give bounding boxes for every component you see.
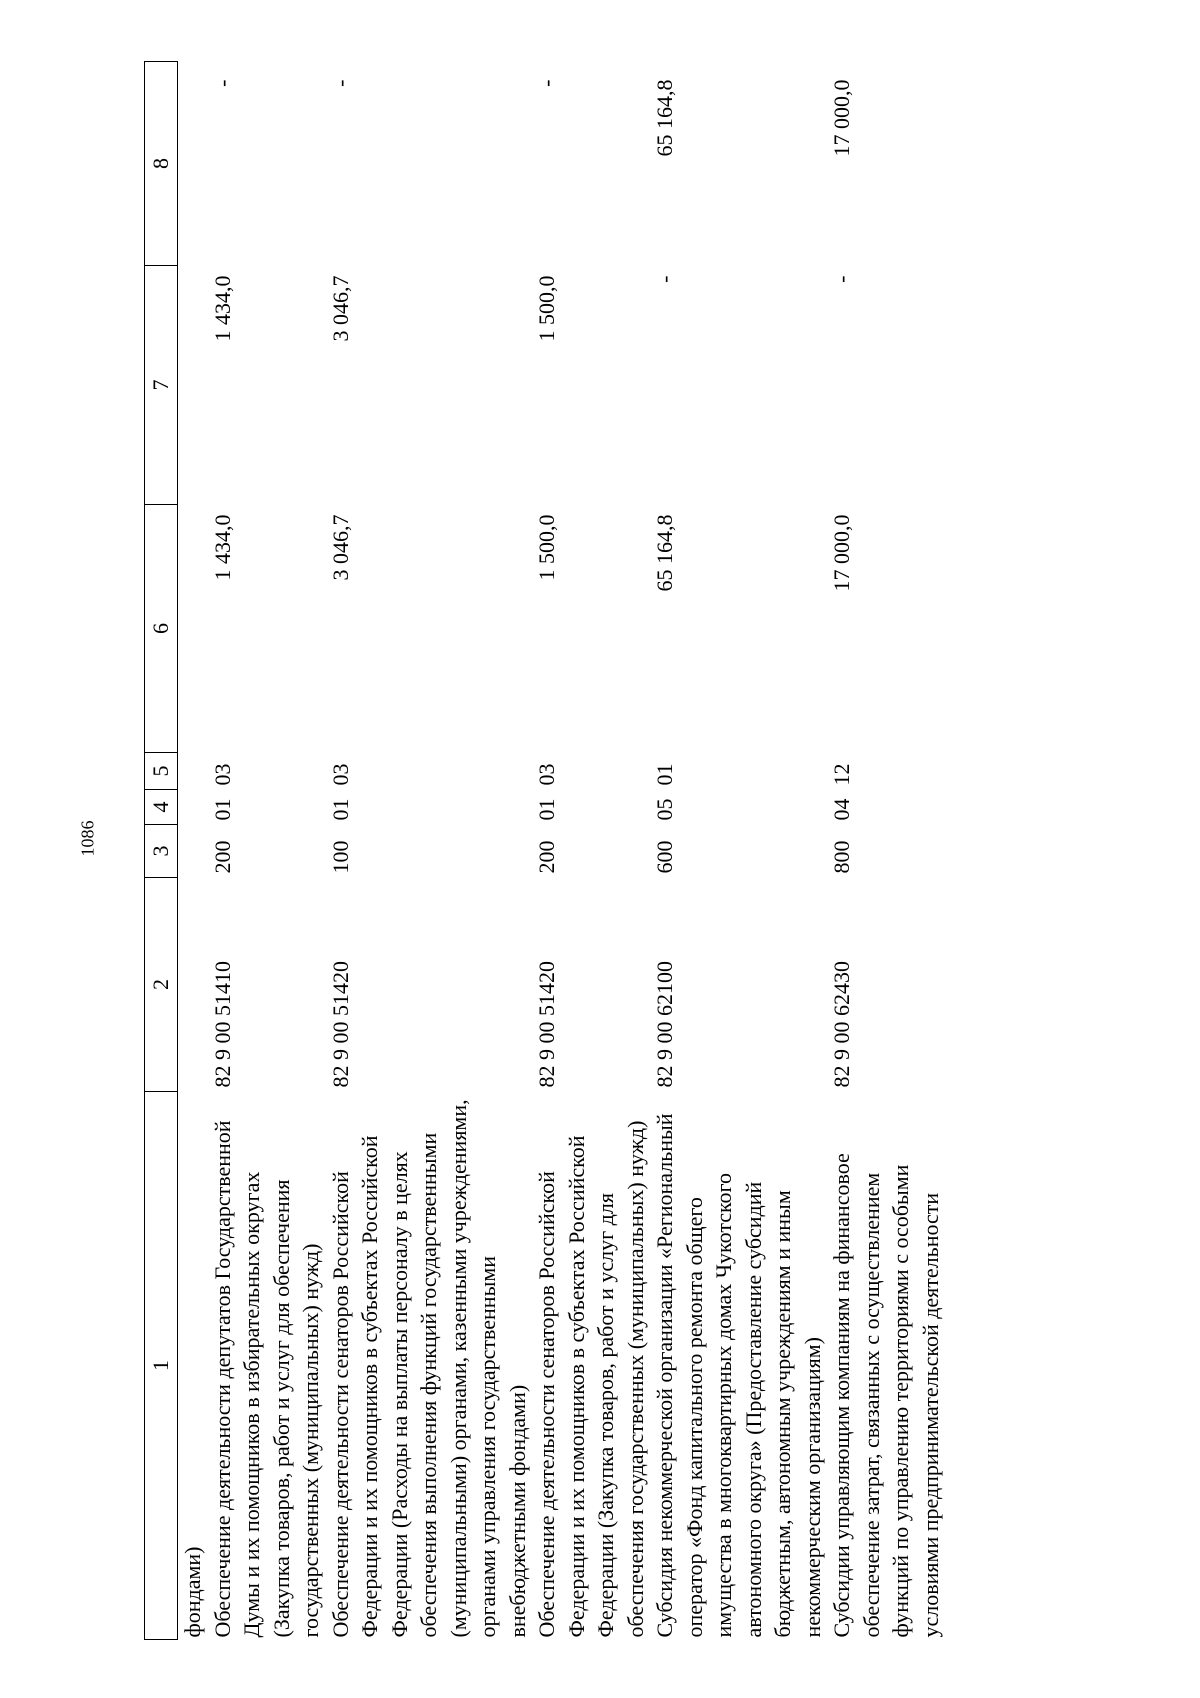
- row-vr: 100: [327, 840, 353, 874]
- row-rz: 01: [327, 798, 353, 821]
- row-description: фондами): [180, 1546, 205, 1638]
- table-row: [326, 62, 533, 1640]
- row-kbk: 82 9 00 51420: [327, 961, 353, 1088]
- row-col7: 1 434,0: [209, 275, 235, 342]
- column-header: 3: [145, 825, 178, 878]
- row-pr: 03: [327, 763, 353, 786]
- row-vr: 200: [209, 840, 235, 874]
- row-col7: -: [652, 275, 677, 283]
- row-rz: 04: [829, 798, 854, 821]
- row-pr: 03: [209, 763, 235, 786]
- row-col8: [178, 62, 208, 266]
- column-header: 7: [145, 266, 178, 505]
- row-pr: [178, 753, 208, 790]
- column-header: 4: [145, 790, 178, 825]
- row-kbk: 82 9 00 51420: [534, 961, 559, 1088]
- row-rz: 01: [534, 798, 559, 821]
- row-col8: 65 164,8: [652, 79, 677, 157]
- column-header: 8: [145, 62, 178, 266]
- column-header: 1: [145, 1092, 178, 1640]
- column-header: 6: [145, 505, 178, 753]
- row-vr: 200: [534, 840, 559, 874]
- row-description: Обеспечение деятельности депутатов Государственной Думы и их помощников в избирательных округах (Закупка товаров, работ и услуг для обеспечения государственных (муниципальных) нужд): [209, 1120, 323, 1638]
- row-kbk: 82 9 00 51410: [209, 961, 235, 1088]
- row-vr: [178, 825, 208, 878]
- row-col6: 1 434,0: [209, 514, 235, 581]
- row-description: Обеспечение деятельности сенаторов Российской Федерации и их помощников в субъектах Российской Федерации (Закупка товаров, работ и услуг для обеспечения государственных (муниципальных) нужд): [534, 1120, 648, 1638]
- row-kbk: 82 9 00 62100: [652, 961, 677, 1088]
- table-row: [827, 62, 945, 1640]
- row-col8: -: [534, 79, 559, 87]
- row-rz: [178, 790, 208, 825]
- row-col7: 3 046,7: [327, 275, 353, 342]
- budget-table-container: [144, 62, 1079, 1640]
- row-vr: 800: [829, 840, 854, 874]
- row-pr: 12: [829, 763, 854, 786]
- row-kbk: 82 9 00 62430: [829, 961, 854, 1088]
- table-row: [650, 62, 827, 1640]
- row-rz: 05: [652, 798, 677, 821]
- page-number: [68, 818, 108, 858]
- row-pr: 03: [534, 763, 559, 786]
- row-col6: 17 000,0: [829, 514, 854, 592]
- row-col8: -: [209, 79, 235, 87]
- row-rz: 01: [209, 798, 235, 821]
- row-col6: 3 046,7: [327, 514, 353, 581]
- row-col7: [178, 266, 208, 505]
- table-header-row: [145, 62, 178, 1640]
- row-description: Субсидии управляющим компаниям на финансовое обеспечение затрат, связанных с осуществлением функций по управлению территориями с особыми условиями предпринимательской деятельности: [829, 1153, 943, 1638]
- row-col7: 1 500,0: [534, 275, 559, 342]
- table-row: [532, 62, 650, 1640]
- row-vr: 600: [652, 840, 677, 874]
- row-col6: 65 164,8: [652, 514, 677, 592]
- row-description: Обеспечение деятельности сенаторов Российской Федерации и их помощников в субъектах Российской Федерации (Расходы на выплаты персоналу в целях обеспечения выполнения функций государственными (муниципальными) органами, казенными учреждениями, органами управления государственными внебюджетными фондами): [327, 1099, 530, 1638]
- column-header: 2: [145, 878, 178, 1092]
- row-col6: [178, 505, 208, 753]
- row-kbk: [178, 878, 208, 1092]
- page-number-text: 1086: [77, 820, 98, 856]
- row-col8: 17 000,0: [829, 79, 854, 157]
- row-pr: 01: [652, 763, 677, 786]
- table-row: [178, 62, 208, 1640]
- row-col8: -: [327, 79, 353, 87]
- budget-table: [144, 61, 945, 1640]
- table-row: [208, 62, 326, 1640]
- row-col7: -: [829, 275, 854, 283]
- column-header: 5: [145, 753, 178, 790]
- row-description: Субсидия некоммерческой организации «Региональный оператор «Фонд капитального ремонта общего имущества в многоквартирных домах Чукотского автономного округа» (Предоставление субсидий бюджетным, автономным учреждениям и иным некоммерческим организациям): [652, 1113, 825, 1638]
- row-col6: 1 500,0: [534, 514, 559, 581]
